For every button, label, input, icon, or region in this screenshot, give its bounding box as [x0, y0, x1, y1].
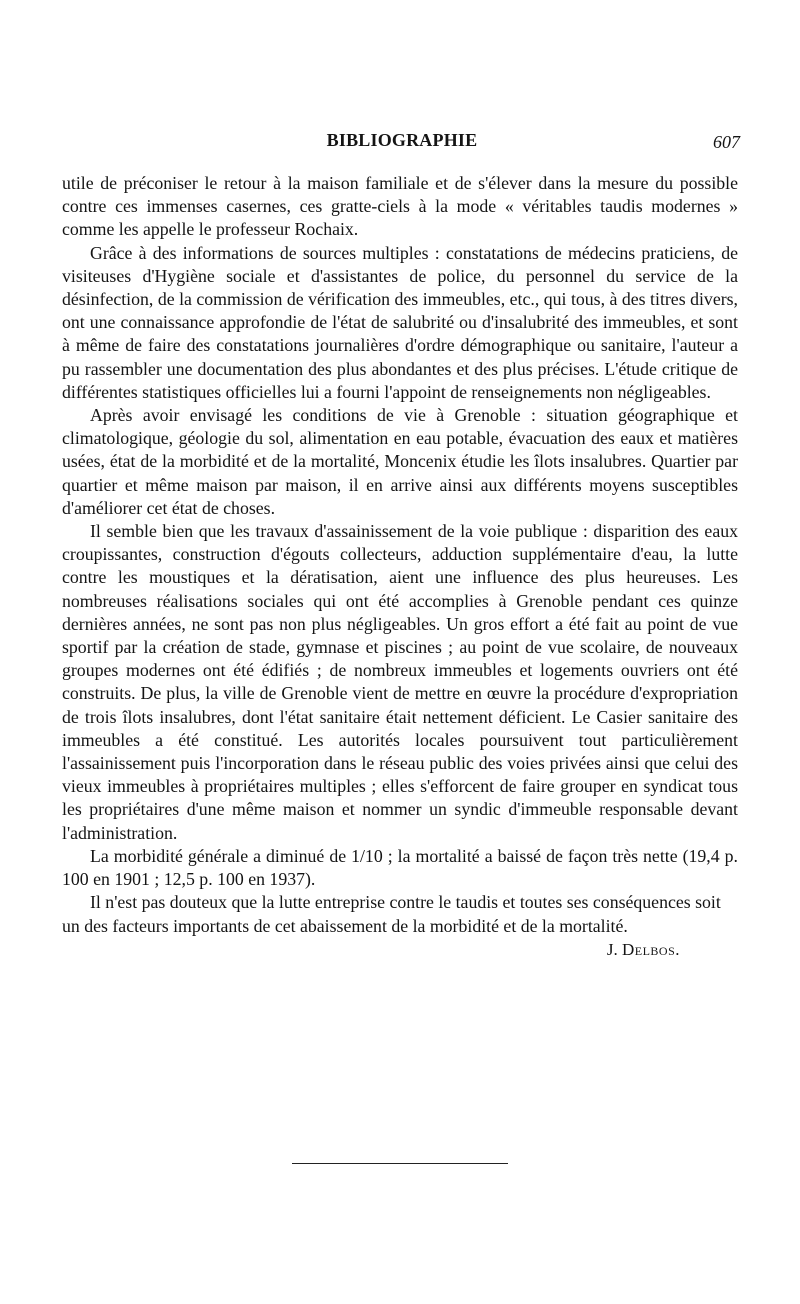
conclusion-text: Il n'est pas douteux que la lutte entreprise contre le taudis et toutes ses conséquences soit un des facteurs importants de cet abaissement de la morbidité et de la mortalité.: [62, 892, 721, 936]
running-header: [62, 130, 742, 156]
paragraph-conditions: Après avoir envisagé les conditions de vie à Grenoble : situation géographique et climatologique, géologie du sol, alimentation en eau potable, évacuation des eaux et matières usées, état de la morbidité et de la mortalité, Moncenix étudie les îlots insalubres. Quartier par quartier et même maison par maison, il en arrive ainsi aux différents moyens susceptibles d'améliorer cet état de choses.: [62, 405, 738, 518]
paragraph-conclusion: [62, 891, 738, 959]
body-text: [62, 172, 738, 961]
page-number: 607: [713, 132, 740, 152]
paragraph-sources: Grâce à des informations de sources multiples : constatations de médecins praticiens, de visiteuses d'Hygiène sociale et d'assistantes de police, du personnel du service de la désinfection, de la commission de vérification des immeubles, etc., qui tous, à des titres divers, ont une connaissance approfondie de l'état de salubrité ou d'insalubrité des immeubles, et sont à même de faire des constatations journalières d'ordre démographique ou sanitaire, l'auteur a pu rassembler une documentation des plus abondantes et des plus précises. L'étude critique de différentes statistiques officielles lui a fourni l'appoint de renseignements non négligeables.: [62, 242, 738, 402]
section-title: BIBLIOGRAPHIE: [326, 130, 478, 150]
paragraph-assainissement: Il semble bien que les travaux d'assainissement de la voie publique : disparition des eaux croupissantes, construction d'égouts collecteurs, adduction supplémentaire d'eau, la lutte contre les moustiques et la dératisation, aient une influence des plus heureuses. Les nombreuses réalisations sociales qui ont été accomplies à Grenoble pendant ces quinze dernières années, ne sont pas non plus négligeables. Un gros effort a été fait au point de vue sportif par la création de stade, gymnase et piscines ; au point de vue scolaire, de nouveaux groupes modernes ont été édifiés ; de nombreux immeubles et logements ouvriers ont été construits. De plus, la ville de Grenoble vient de mettre en œuvre la procédure d'expropriation de trois îlots insalubres, dont l'état sanitaire était nettement déficient. Le Casier sanitaire des immeubles a été constitué. Les autorités locales poursuivent tout particulièrement l'assainissement puis l'incorporation dans le réseau public des voies privées ainsi que celui des vieux immeubles à propriétaires multiples ; elles s'efforcent de faire grouper en syndicat tous les propriétaires d'une même maison et nommer un syndic d'immeuble responsable devant l'administration.: [62, 521, 738, 843]
end-rule: [292, 1163, 508, 1164]
author-initial: J.: [606, 939, 618, 959]
paragraph-continued: utile de préconiser le retour à la maison familiale et de s'élever dans la mesure du possible contre ces immenses casernes, ces gratte-ciels à la mode « véritables taudis modernes » comme les appelle le professeur Rochaix.: [62, 173, 738, 240]
paragraph-morbidite: La morbidité générale a diminué de 1/10 ; la mortalité a baissé de façon très nette (19,4 p. 100 en 1901 ; 12,5 p. 100 en 1937).: [62, 845, 738, 890]
author-signature: [579, 938, 680, 961]
author-surname: Delbos.: [621, 939, 680, 959]
